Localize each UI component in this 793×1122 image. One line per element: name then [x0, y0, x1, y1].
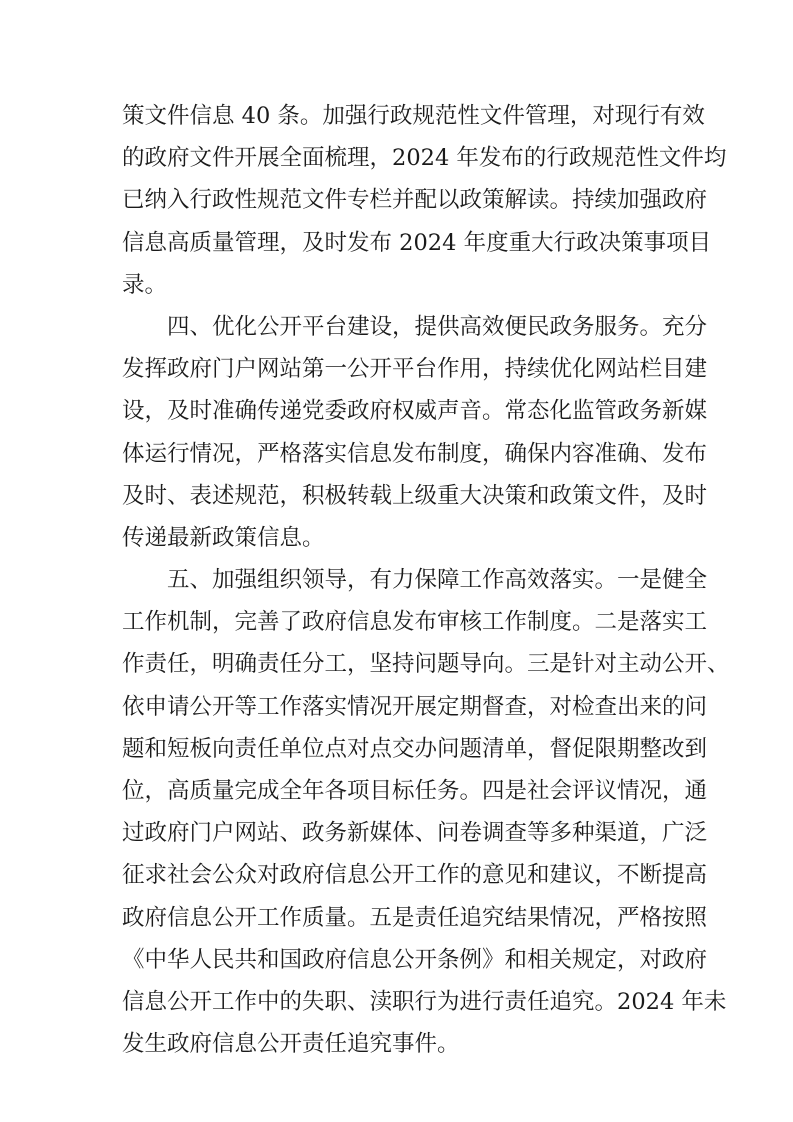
text-line: 已纳入行政性规范文件专栏并配以政策解读。持续加强政府: [122, 187, 708, 214]
text-line: 政府信息公开工作质量。五是责任追究结果情况，严格按照: [122, 904, 708, 931]
text-line: 录。: [122, 271, 168, 298]
text-line: 工作机制，完善了政府信息发布审核工作制度。二是落实工: [122, 609, 708, 636]
text-line: 依申请公开等工作落实情况开展定期督查，对检查出来的问: [122, 693, 708, 720]
text-line: 五、加强组织领导，有力保障工作高效落实。一是健全: [167, 567, 708, 594]
document-page: [122, 95, 730, 1065]
text-line: 体运行情况，严格落实信息发布制度，确保内容准确、发布: [122, 440, 708, 467]
text-line: 的政府文件开展全面梳理，2024 年发布的行政规范性文件均: [122, 145, 727, 172]
text-line: 信息公开工作中的失职、渎职行为进行责任追究。2024 年未: [122, 988, 727, 1015]
text-line: 征求社会公众对政府信息公开工作的意见和建议，不断提高: [122, 862, 708, 889]
text-line: 过政府门户网站、政务新媒体、问卷调查等多种渠道，广泛: [122, 820, 708, 847]
paragraph-3: [122, 559, 730, 1065]
text-line: 作责任，明确责任分工，坚持问题导向。三是针对主动公开、: [122, 651, 730, 678]
text-line: 信息高质量管理，及时发布 2024 年度重大行政决策事项目: [122, 229, 712, 256]
paragraph-2: [122, 306, 708, 559]
text-line: 四、优化公开平台建设，提供高效便民政务服务。充分: [167, 313, 708, 340]
text-line: 发生政府信息公开责任追究事件。: [122, 1031, 460, 1058]
text-line: 设，及时准确传递党委政府权威声音。常态化监管政务新媒: [122, 398, 708, 425]
paragraph-1: [122, 95, 727, 306]
text-line: 策文件信息 40 条。加强行政规范性文件管理，对现行有效: [122, 103, 705, 129]
text-line: 位，高质量完成全年各项目标任务。四是社会评议情况，通: [122, 778, 708, 804]
text-line: 及时、表述规范，积极转载上级重大决策和政策文件，及时: [122, 482, 708, 509]
text-line: 传递最新政策信息。: [122, 524, 325, 551]
text-line: 发挥政府门户网站第一公开平台作用，持续优化网站栏目建: [122, 356, 708, 383]
text-line: 题和短板向责任单位点对点交办问题清单，督促限期整改到: [122, 735, 708, 762]
text-line: 《中华人民共和国政府信息公开条例》和相关规定，对政府: [122, 946, 708, 973]
